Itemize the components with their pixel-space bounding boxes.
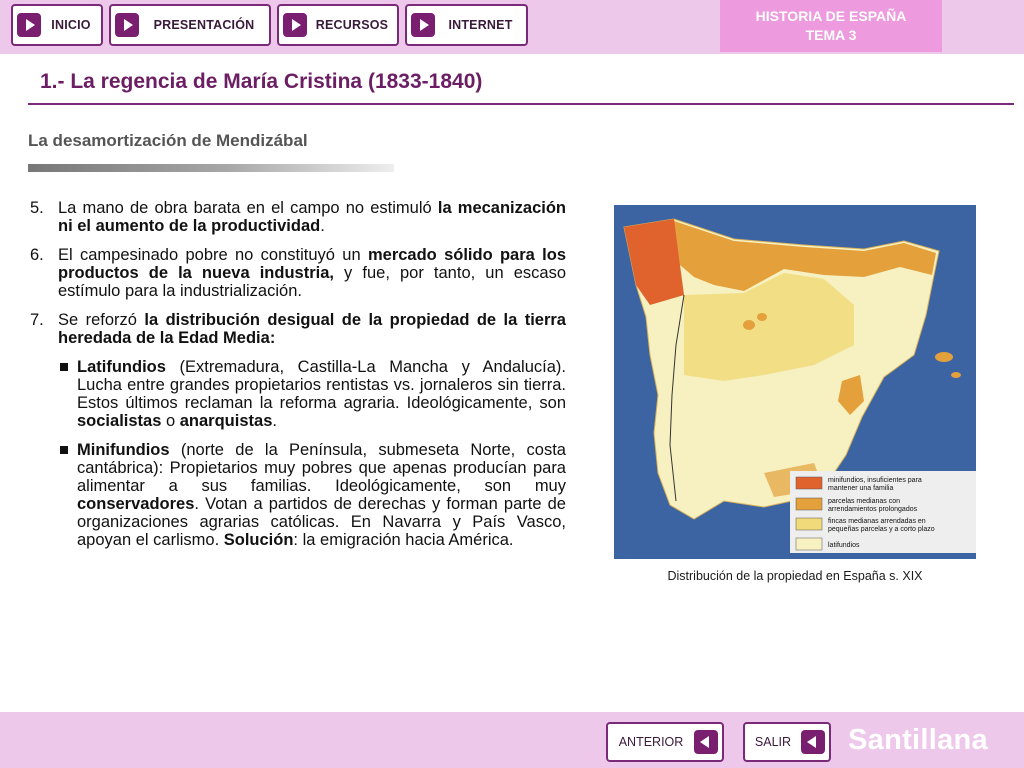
sub-item-text: Latifundios (Extremadura, Castilla-La Mancha y Andalucía). Lucha entre grandes propietarios rentistas vs. jornaleros sin tierra. Estos últimos reclaman la reforma agraria. Ideológicamente, son socialistas o anarquistas.	[77, 358, 566, 430]
play-arrow-icon	[17, 13, 41, 37]
sub-item-text: Minifundios (norte de la Península, submeseta Norte, costa cantábrica): Propietarios muy pobres que apenas producían para alimentar a sus familias. Ideológicamente, son muy conservadores. Votan a partidos de derechas y forman parte de organizaciones agrarias católicas. En Navarra y País Vasco, apoyan el carlismo. Solución: la emigración hacia América.	[77, 441, 566, 549]
balearic-island	[951, 372, 961, 378]
nav-internet-button[interactable]	[405, 4, 528, 46]
play-arrow-icon	[411, 13, 435, 37]
nav-presentacion-button[interactable]	[109, 4, 271, 46]
course-name: HISTORIA DE ESPAÑA	[755, 8, 907, 24]
legend-label: pequeñas parcelas y a corto plazo	[828, 526, 935, 533]
balearic-island	[935, 352, 953, 362]
section-subtitle: La desamortización de Mendizábal	[28, 131, 308, 150]
square-bullet-icon	[58, 358, 77, 430]
list-item	[30, 199, 566, 235]
item-number: 5.	[30, 199, 44, 217]
legend-swatch-latifundios	[796, 538, 822, 550]
legend-label: arrendamientos prolongados	[828, 506, 918, 513]
page-title: 1.- La regencia de María Cristina (1833-1840)	[40, 70, 483, 93]
legend-swatch-parcelas-medianas	[796, 498, 822, 510]
list-item	[30, 311, 566, 347]
legend-label: mantener una familia	[828, 485, 894, 492]
item-text: La mano de obra barata en el campo no estimuló la mecanización ni el aumento de la productividad.	[58, 199, 566, 235]
play-arrow-icon	[283, 13, 307, 37]
nav-recursos-label: RECURSOS	[315, 18, 389, 32]
subtitle-underline	[28, 164, 394, 172]
item-number: 6.	[30, 246, 44, 264]
property-distribution-map	[614, 205, 976, 559]
legend-label: fincas medianas arrendadas en	[828, 518, 926, 525]
course-badge	[720, 0, 942, 52]
anterior-button[interactable]	[606, 722, 724, 762]
item-text: Se reforzó la distribución desigual de la propiedad de la tierra heredada de la Edad Media:	[58, 311, 566, 347]
nav-internet-label: INTERNET	[448, 18, 513, 32]
salir-button[interactable]	[743, 722, 831, 762]
sub-list-item-minifundios	[58, 441, 566, 549]
nav-recursos-button[interactable]	[277, 4, 399, 46]
nav-inicio-button[interactable]	[11, 4, 103, 46]
map-legend	[790, 471, 976, 553]
salir-label: SALIR	[754, 735, 792, 749]
parcelas-patch	[757, 313, 767, 321]
legend-label: parcelas medianas con	[828, 498, 900, 505]
legend-swatch-minifundios	[796, 477, 822, 489]
course-unit: TEMA 3	[805, 27, 857, 43]
item-number: 7.	[30, 311, 44, 329]
item-text: El campesinado pobre no constituyó un mercado sólido para los productos de la nueva industria, y fue, por tanto, un escaso estímulo para la industrialización.	[58, 246, 566, 300]
sub-list-item-latifundios	[58, 358, 566, 430]
back-arrow-icon	[694, 730, 718, 754]
content-text	[30, 199, 566, 560]
play-arrow-icon	[115, 13, 139, 37]
publisher-logo: Santillana	[848, 724, 988, 756]
anterior-label: ANTERIOR	[618, 735, 684, 749]
nav-presentacion-label: PRESENTACIÓN	[153, 18, 255, 32]
title-divider	[28, 103, 1014, 105]
legend-label: latifundios	[828, 542, 860, 549]
square-bullet-icon	[58, 441, 77, 549]
back-arrow-icon	[801, 730, 825, 754]
legend-swatch-fincas-medianas	[796, 518, 822, 530]
nav-inicio-label: INICIO	[51, 18, 91, 32]
parcelas-patch	[743, 320, 755, 330]
map-caption: Distribución de la propiedad en España s. XIX	[667, 569, 923, 583]
list-item	[30, 246, 566, 300]
legend-label: minifundios, insuficientes para	[828, 477, 922, 484]
